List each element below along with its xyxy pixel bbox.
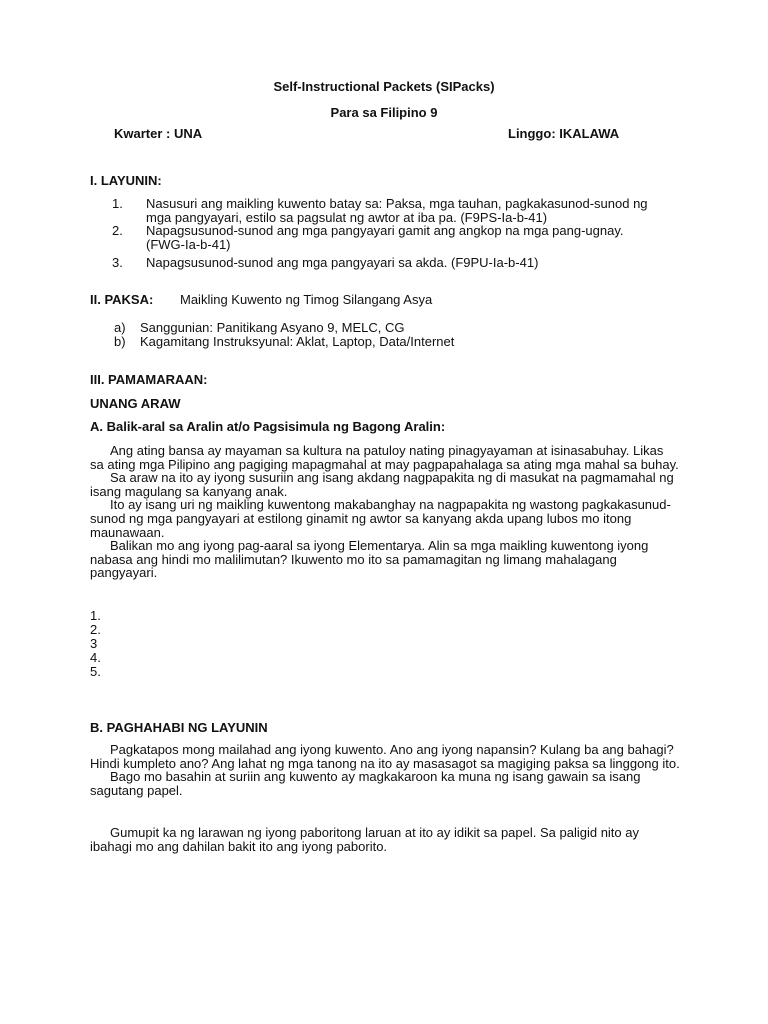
layunin-item-line: mga pangyayari, estilo sa pagsulat ng awtor at iba pa. (F9PS-Ia-b-41) bbox=[146, 209, 548, 225]
layunin-item-text bbox=[146, 256, 706, 270]
paragraph: Gumupit ka ng larawan ng iyong paboritong laruan at ito ay idikit sa papel. Sa paligid nito ay ibahagi mo ang dahilan bakit ito ang iyong paborito. bbox=[90, 825, 639, 854]
paragraph: Pagkatapos mong mailahad ang iyong kuwento. Ano ang iyong napansin? Kulang ba ang bahagi? Hindi kumpleto ano? Ang lahat ng mga tanong na ito ay masasagot sa magiging paksa sa linggong ito. bbox=[90, 742, 680, 771]
answer-number-1: 1. bbox=[90, 608, 101, 623]
layunin-item-line: Nasusuri ang maikling kuwento batay sa: Paksa, mga tauhan, pagkakasunod-sunod ng bbox=[146, 196, 648, 211]
section-a-body bbox=[90, 444, 680, 580]
paksa-item-letter: b) bbox=[114, 334, 126, 349]
paksa-item-a bbox=[114, 321, 405, 335]
paksa-item-text: Sanggunian: Panitikang Asyano 9, MELC, CG bbox=[140, 320, 405, 335]
paksa-item-b bbox=[114, 335, 454, 349]
layunin-item-line: Napagsusunod-sunod ang mga pangyayari gamit ang angkop na mga pang-ugnay. bbox=[146, 223, 624, 238]
day-heading: UNANG ARAW bbox=[90, 396, 181, 411]
answer-number-3: 3 bbox=[90, 636, 98, 651]
answer-number-4: 4. bbox=[90, 650, 101, 665]
section-b-body bbox=[90, 743, 680, 797]
paksa-heading: II. PAKSA: bbox=[90, 292, 154, 307]
pamamaraan-heading: III. PAMAMARAAN: bbox=[90, 372, 208, 387]
section-a-heading: A. Balik-aral sa Aralin at/o Pagsisimula ng Bagong Aralin: bbox=[90, 419, 446, 434]
section-b-activity bbox=[90, 826, 680, 853]
layunin-item-text bbox=[146, 197, 706, 224]
layunin-heading: I. LAYUNIN: bbox=[90, 173, 162, 188]
document-title: Self-Instructional Packets (SIPacks) bbox=[273, 79, 495, 94]
answer-number-5: 5. bbox=[90, 664, 101, 679]
layunin-item-line: Napagsusunod-sunod ang mga pangyayari sa akda. (F9PU-Ia-b-41) bbox=[146, 255, 539, 270]
layunin-item-number: 1. bbox=[112, 196, 123, 211]
layunin-item-line: (FWG-Ia-b-41) bbox=[146, 236, 231, 252]
paragraph: Balikan mo ang iyong pag-aaral sa iyong Elementarya. Alin sa mga maikling kuwentong iyong nabasa ang hindi mo malilimutan? Ikuwento mo ito sa pamamagitan ng limang mahalagang pangyayari. bbox=[90, 538, 649, 581]
linggo-label: Linggo: IKALAWA bbox=[508, 126, 620, 141]
layunin-item-number: 3. bbox=[112, 255, 123, 270]
section-b-heading: B. PAGHAHABI NG LAYUNIN bbox=[90, 720, 268, 735]
paksa-item-letter: a) bbox=[114, 320, 126, 335]
layunin-item-text bbox=[146, 224, 706, 251]
document-subtitle: Para sa Filipino 9 bbox=[330, 105, 438, 120]
paksa-topic: Maikling Kuwento ng Timog Silangang Asya bbox=[180, 292, 433, 307]
paragraph: Ang ating bansa ay mayaman sa kultura na patuloy nating pinagyayaman at isinasabuhay. Likas sa ating mga Pilipino ang pagiging mapagmahal at may pagpapahalaga sa ating mga mahal sa buhay. bbox=[90, 443, 679, 472]
paragraph: Sa araw na ito ay iyong susuriin ang isang akdang nagpapakita ng di masukat na pagmamahal ng isang magulang sa kanyang anak. bbox=[90, 470, 674, 499]
kwarter-label: Kwarter : UNA bbox=[114, 126, 203, 141]
paksa-item-text: Kagamitang Instruksyunal: Aklat, Laptop, Data/Internet bbox=[140, 334, 455, 349]
answer-number-2: 2. bbox=[90, 622, 101, 637]
paragraph: Ito ay isang uri ng maikling kuwentong makabanghay na nagpapakita ng wastong pagkakasunud-sunod ng mga pangyayari at estilong ginamit ng awtor sa kanyang akda upang lubos mo itong maunawaan. bbox=[90, 497, 671, 540]
layunin-item-number: 2. bbox=[112, 223, 123, 238]
paragraph: Bago mo basahin at suriin ang kuwento ay magkakaroon ka muna ng isang gawain sa isang sagutang papel. bbox=[90, 769, 641, 798]
